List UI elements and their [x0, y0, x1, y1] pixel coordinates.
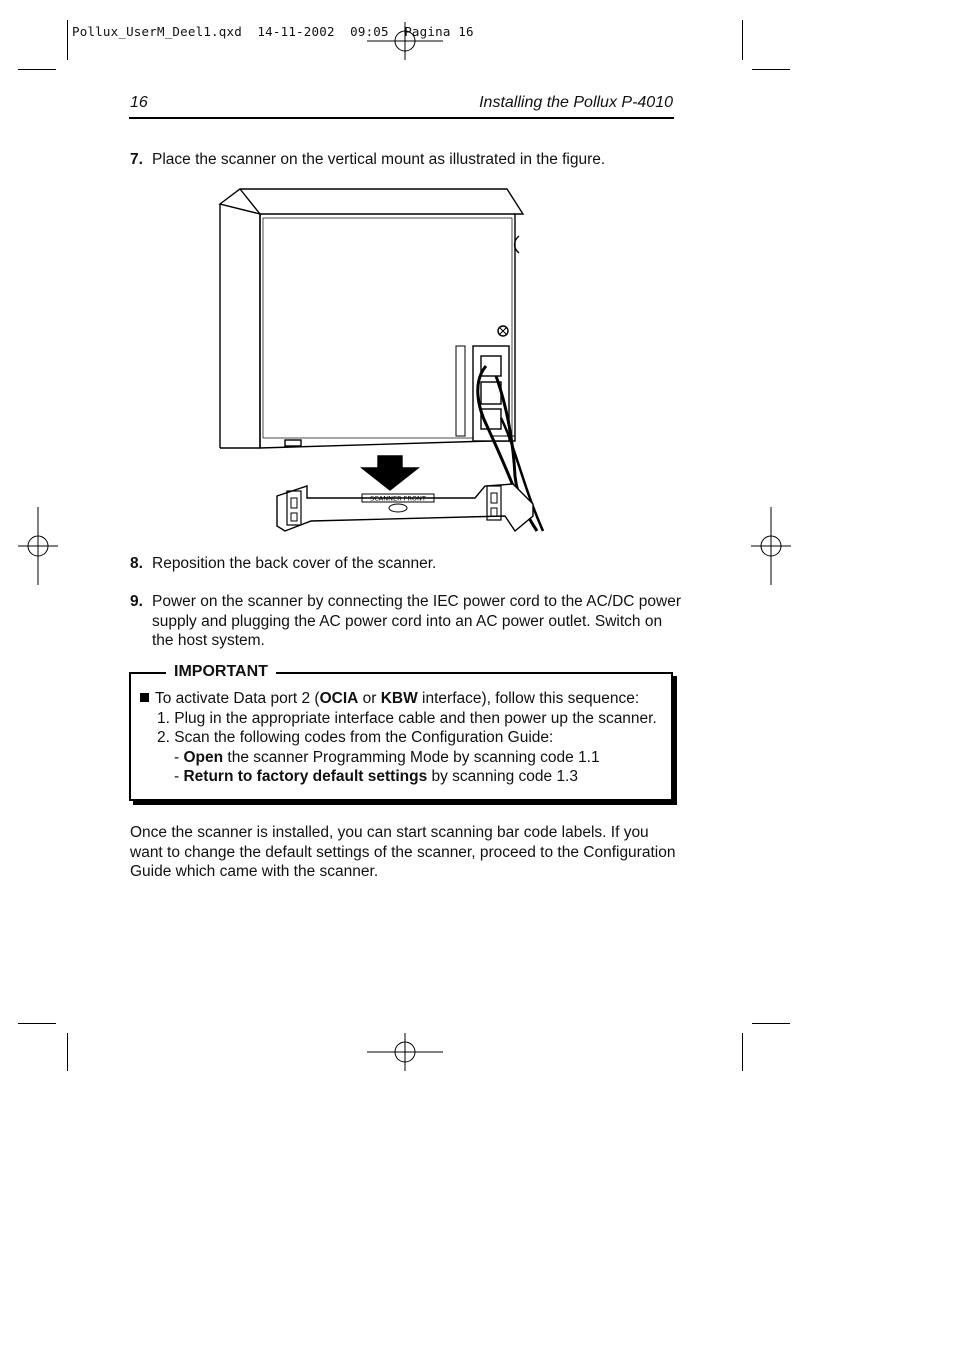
important-item-2: 2. Scan the following codes from the Configuration Guide: [157, 729, 554, 746]
page-number: 16 [130, 94, 148, 111]
header-rule [129, 117, 674, 119]
important-title: IMPORTANT [166, 663, 276, 681]
step-9 [130, 592, 690, 651]
step-text: Reposition the back cover of the scanner. [152, 555, 437, 572]
important-subitem-2: - Return to factory default settings by scanning code 1.3 [174, 768, 578, 785]
step-text-line: Power on the scanner by connecting the IEC power cord to the AC/DC power [152, 593, 682, 610]
print-slug: Pollux_UserM_Deel1.qxd 14-11-2002 09:05 Pagina 16 [72, 24, 474, 39]
important-content [140, 689, 665, 787]
scanner-mount-illustration [215, 186, 550, 538]
step-number: 8. [130, 555, 143, 572]
running-header: Installing the Pollux P-4010 [479, 94, 673, 111]
step-number: 9. [130, 593, 143, 610]
important-subitem-1: - Open the scanner Programming Mode by scanning code 1.1 [174, 748, 600, 766]
closing-paragraph: Once the scanner is installed, you can start scanning bar code labels. If you want to change the default settings of the scanner, proceed to the Configuration Guide which came with the scanner. [130, 824, 676, 880]
step-text-line: the host system. [152, 632, 265, 649]
bullet-square-icon [140, 693, 149, 702]
step-8 [130, 554, 436, 574]
step-number: 7. [130, 151, 143, 168]
step-text-line: supply and plugging the AC power cord into an AC power outlet. Switch on [152, 612, 663, 630]
important-item-1: 1. Plug in the appropriate interface cable and then power up the scanner. [157, 709, 657, 727]
step-text: Place the scanner on the vertical mount as illustrated in the figure. [152, 151, 606, 168]
step-7 [130, 150, 605, 170]
important-intro: To activate Data port 2 (OCIA or KBW interface), follow this sequence: [140, 689, 665, 709]
scanner-front-label: SCANNER FRONT [370, 494, 426, 503]
